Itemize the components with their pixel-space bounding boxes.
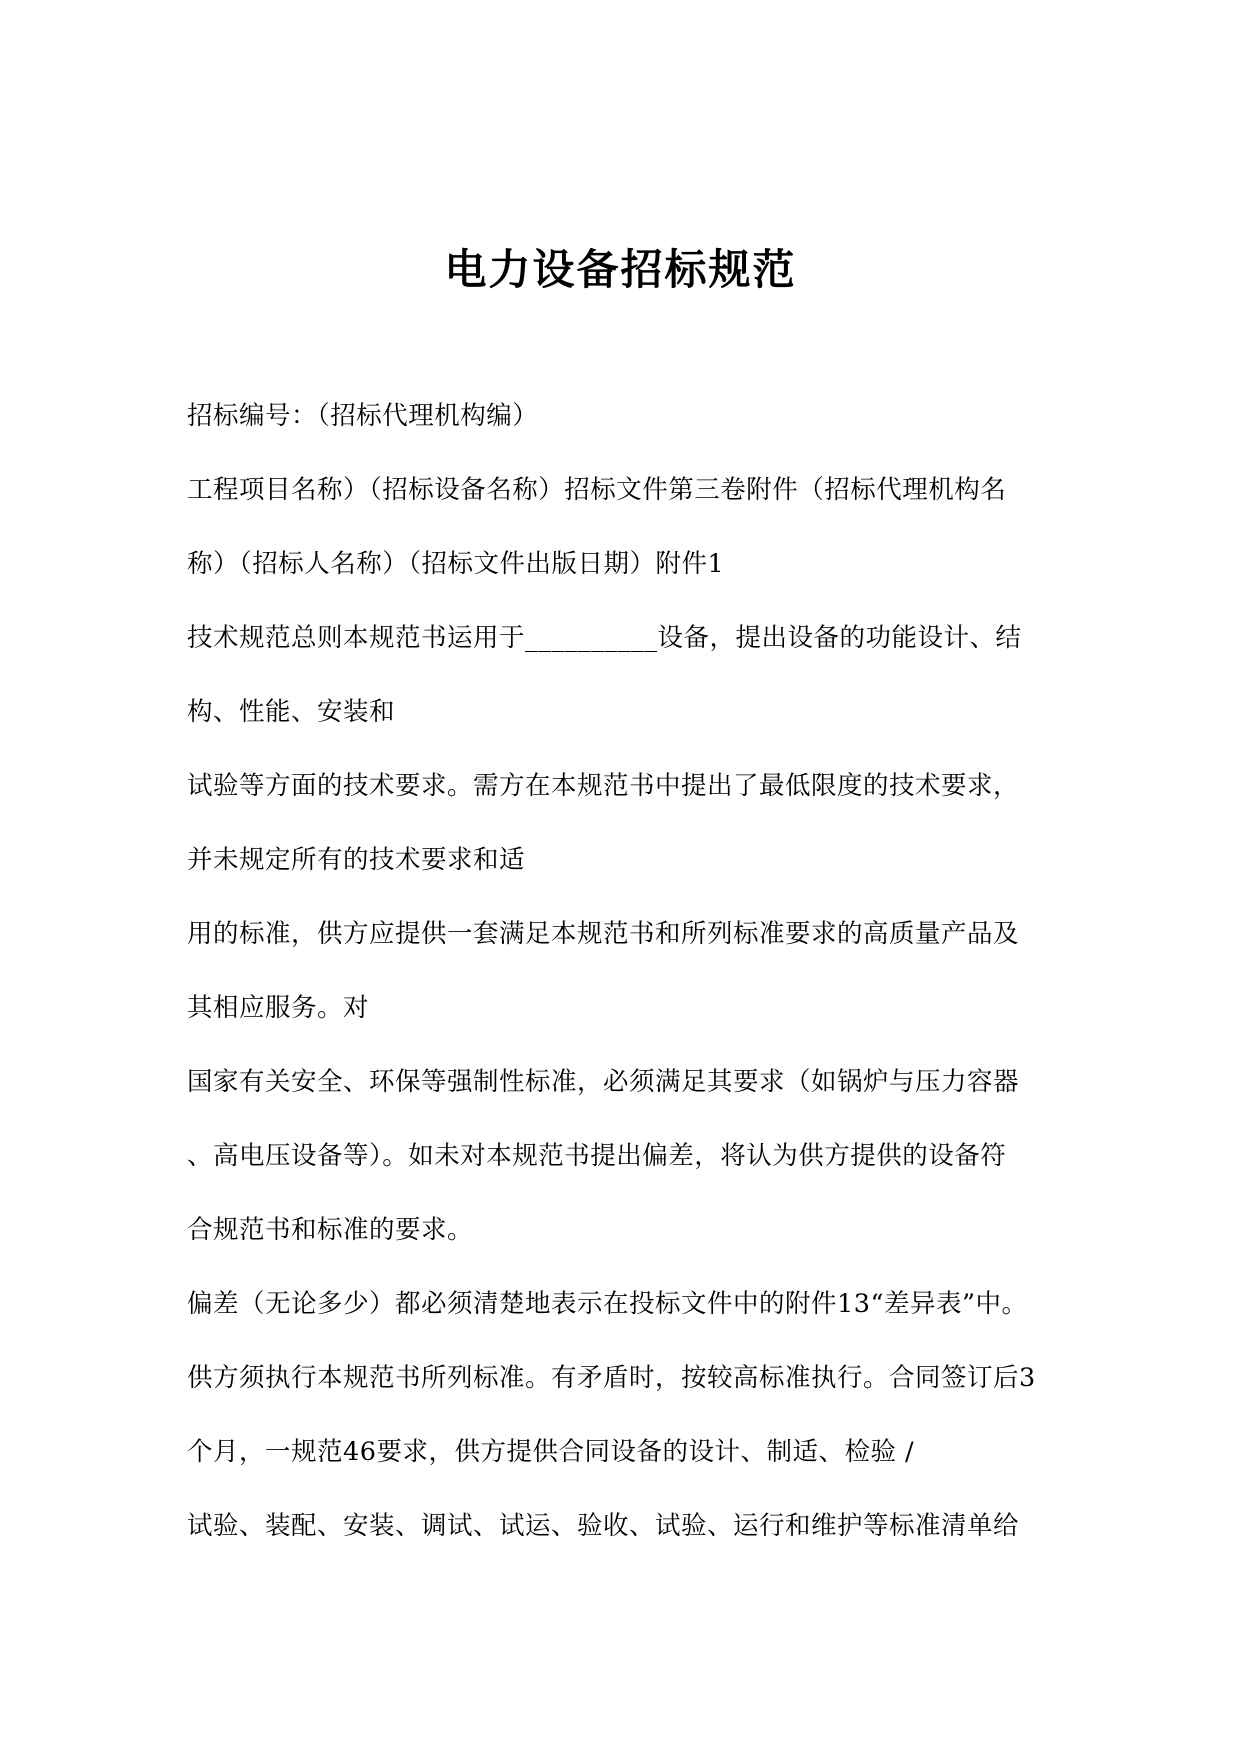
body-line: 、高电压设备等）。如未对本规范书提出偏差，将认为供方提供的设备符 [187,1141,1007,1171]
body-line: 并未规定所有的技术要求和适 [187,845,526,875]
body-line: 试验等方面的技术要求。需方在本规范书中提出了最低限度的技术要求， [187,771,1020,801]
body-line: 国家有关安全、环保等强制性标准，必须满足其要求（如锅炉与压力容器 [187,1067,1020,1097]
body-line: 招标编号：（招标代理机构编） [187,401,539,431]
body-line: 工程项目名称）（招标设备名称）招标文件第三卷附件（招标代理机构名 [187,475,1007,505]
body-line: 合规范书和标准的要求。 [187,1215,474,1245]
body-line: 偏差（无论多少）都必须清楚地表示在投标文件中的附件13“差异表”中。 [187,1289,1028,1319]
body-line: 其相应服务。对 [187,993,370,1023]
body-line: 构、性能、安装和 [187,697,396,727]
body-line: 个月，一规范46要求，供方提供合同设备的设计、制适、检验 / [187,1437,915,1467]
document-body [187,390,1117,1574]
body-line: 试验、装配、安装、调试、试运、验收、试验、运行和维护等标准清单给 [187,1511,1020,1541]
body-line: 用的标准，供方应提供一套满足本规范书和所列标准要求的高质量产品及 [187,919,1020,949]
body-line: 技术规范总则本规范书运用于__________设备，提出设备的功能设计、结 [187,623,1022,653]
document-title: 电力设备招标规范 [444,245,797,294]
body-line: 供方须执行本规范书所列标准。有矛盾时，按较高标准执行。合同签订后3 [187,1363,1036,1393]
body-line: 称）（招标人名称）（招标文件出版日期）附件1 [187,549,725,579]
